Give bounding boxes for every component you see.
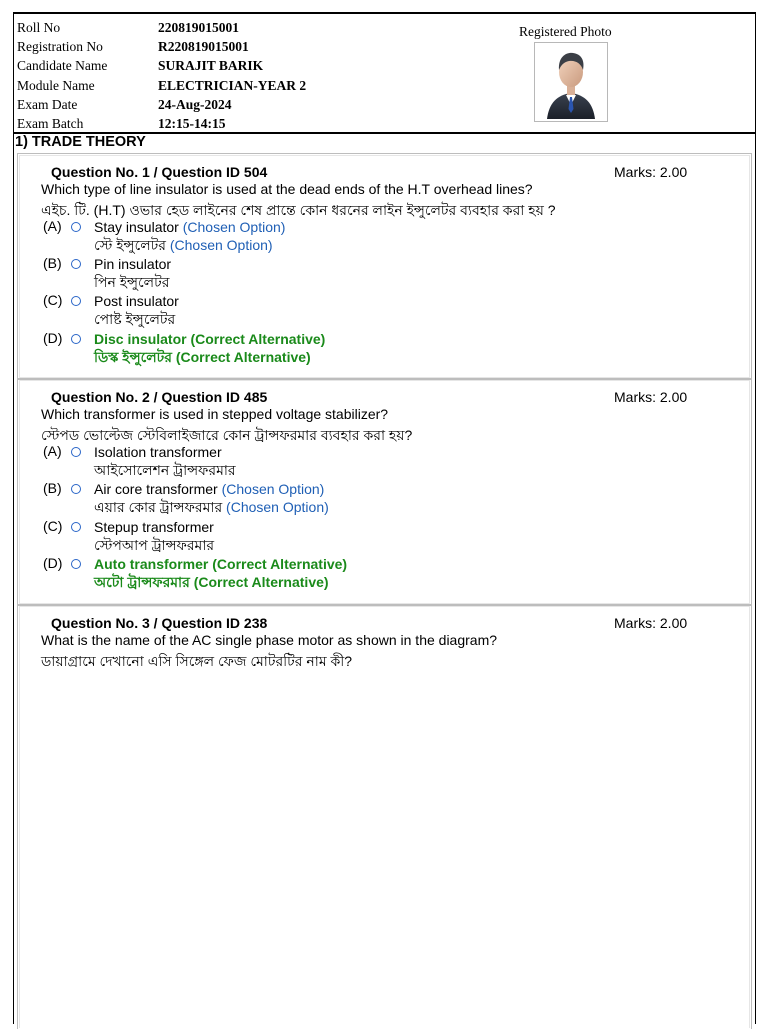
option-text-english: Stepup transformer	[94, 519, 214, 535]
info-value: 24-Aug-2024	[158, 96, 232, 112]
question-text-english: What is the name of the AC single phase motor as shown in the diagram?	[41, 632, 498, 648]
info-value: ELECTRICIAN-YEAR 2	[158, 77, 307, 93]
chosen-option-tag: (Chosen Option)	[226, 499, 329, 515]
candidate-header	[14, 15, 755, 134]
option-text-bengali: আইসোলেশন ট্রান্সফরমার	[94, 462, 236, 478]
info-value: R220819015001	[158, 39, 249, 55]
question-marks: Marks: 2.00	[614, 615, 688, 631]
question-text-bengali: এইচ. টি. (H.T) ওভার হেড লাইনের শেষ প্রান্তে কোন ধরনের লাইন ইন্সুলেটর ব্যবহার করা হয় ?	[41, 202, 556, 218]
option-text-bengali: পিন ইন্সুলেটর	[94, 274, 170, 290]
correct-alternative-tag: (Correct Alternative)	[175, 349, 311, 365]
option-letter: (C)	[43, 292, 63, 308]
option-text	[94, 555, 347, 591]
question-text-english: Which type of line insulator is used at the dead ends of the H.T overhead lines?	[41, 181, 533, 197]
option-text	[94, 480, 329, 516]
option-text-english: Disc insulator	[94, 331, 187, 347]
option-text-english: Post insulator	[94, 293, 179, 309]
option-letter: (A)	[43, 443, 62, 459]
option-text	[94, 255, 171, 291]
option-text-bengali: স্টেপআপ ট্রান্সফরমার	[94, 537, 215, 553]
option-text-bengali: ডিস্ক ইন্সুলেটর	[94, 349, 172, 365]
question-title: Question No. 3 / Question ID 238	[51, 615, 268, 631]
option-text-bengali: অটো ট্রান্সফরমার	[94, 574, 190, 590]
radio-icon[interactable]	[71, 484, 81, 494]
option-text-bengali: এয়ার কোর ট্রান্সফরমার	[94, 499, 223, 515]
radio-icon[interactable]	[71, 334, 81, 344]
question-title: Question No. 2 / Question ID 485	[51, 389, 268, 405]
chosen-option-tag: (Chosen Option)	[221, 481, 325, 497]
radio-icon[interactable]	[71, 522, 81, 532]
correct-alternative-tag: (Correct Alternative)	[212, 556, 348, 572]
info-value: 220819015001	[158, 20, 239, 35]
option-text-bengali: স্টে ইন্সুলেটর	[94, 237, 166, 253]
info-value: SURAJIT BARIK	[158, 58, 264, 74]
radio-icon[interactable]	[71, 447, 81, 457]
registered-photo	[534, 42, 608, 122]
chosen-option-tag: (Chosen Option)	[182, 219, 286, 235]
option-letter: (B)	[43, 255, 62, 271]
question-card-1	[17, 153, 752, 380]
option-text	[94, 218, 285, 254]
option-letter: (D)	[43, 555, 63, 571]
chosen-option-tag: (Chosen Option)	[169, 237, 273, 253]
info-label: Exam Date	[17, 96, 78, 112]
info-label: Candidate Name	[17, 58, 108, 74]
response-sheet	[13, 12, 756, 1024]
option-text-english: Auto transformer	[94, 556, 209, 572]
info-row-exam-batch	[17, 114, 306, 133]
info-label: Module Name	[17, 77, 95, 93]
section-title: 1) TRADE THEORY	[15, 134, 146, 150]
question-card-2	[17, 378, 752, 606]
radio-icon[interactable]	[71, 296, 81, 306]
info-row-registration-no	[17, 37, 306, 56]
person-avatar-icon	[535, 43, 607, 121]
radio-icon[interactable]	[71, 222, 81, 232]
option-text-english: Pin insulator	[94, 256, 172, 272]
question-text-bengali: ডায়াগ্রামে দেখানো এসি সিঙ্গেল ফেজ মোটরটির নাম কী?	[41, 653, 353, 669]
info-row-roll-no	[17, 18, 306, 37]
correct-alternative-tag: (Correct Alternative)	[193, 574, 329, 590]
info-label: Exam Batch	[17, 115, 84, 131]
correct-alternative-tag: (Correct Alternative)	[190, 331, 326, 347]
info-row-candidate-name	[17, 56, 306, 75]
option-text-english: Air core transformer	[94, 481, 218, 497]
info-label: Registration No	[17, 39, 103, 55]
info-value: 12:15-14:15	[158, 115, 226, 131]
info-row-exam-date	[17, 95, 306, 114]
option-text-bengali: পোষ্ট ইন্সুলেটর	[94, 311, 176, 327]
option-text	[94, 443, 236, 479]
info-label: Roll No	[17, 20, 61, 35]
candidate-info-table	[17, 18, 306, 133]
radio-icon[interactable]	[71, 259, 81, 269]
info-row-module-name	[17, 76, 306, 95]
question-card-3	[17, 604, 752, 1029]
question-text-english: Which transformer is used in stepped voltage stabilizer?	[41, 406, 389, 422]
registered-photo-label: Registered Photo	[519, 24, 612, 39]
radio-icon[interactable]	[71, 559, 81, 569]
option-text	[94, 330, 325, 366]
option-text	[94, 292, 179, 328]
option-letter: (C)	[43, 518, 63, 534]
option-letter: (B)	[43, 480, 62, 496]
question-text-bengali: স্টেপড ভোল্টেজ স্টেবিলাইজারে কোন ট্রান্সফরমার ব্যবহার করা হয়?	[41, 427, 413, 443]
option-text-english: Isolation transformer	[94, 444, 222, 460]
option-letter: (D)	[43, 330, 63, 346]
question-title: Question No. 1 / Question ID 504	[51, 164, 268, 180]
option-letter: (A)	[43, 218, 62, 234]
question-marks: Marks: 2.00	[614, 164, 688, 180]
question-marks: Marks: 2.00	[614, 389, 688, 405]
option-text	[94, 518, 214, 554]
option-text-english: Stay insulator	[94, 219, 179, 235]
